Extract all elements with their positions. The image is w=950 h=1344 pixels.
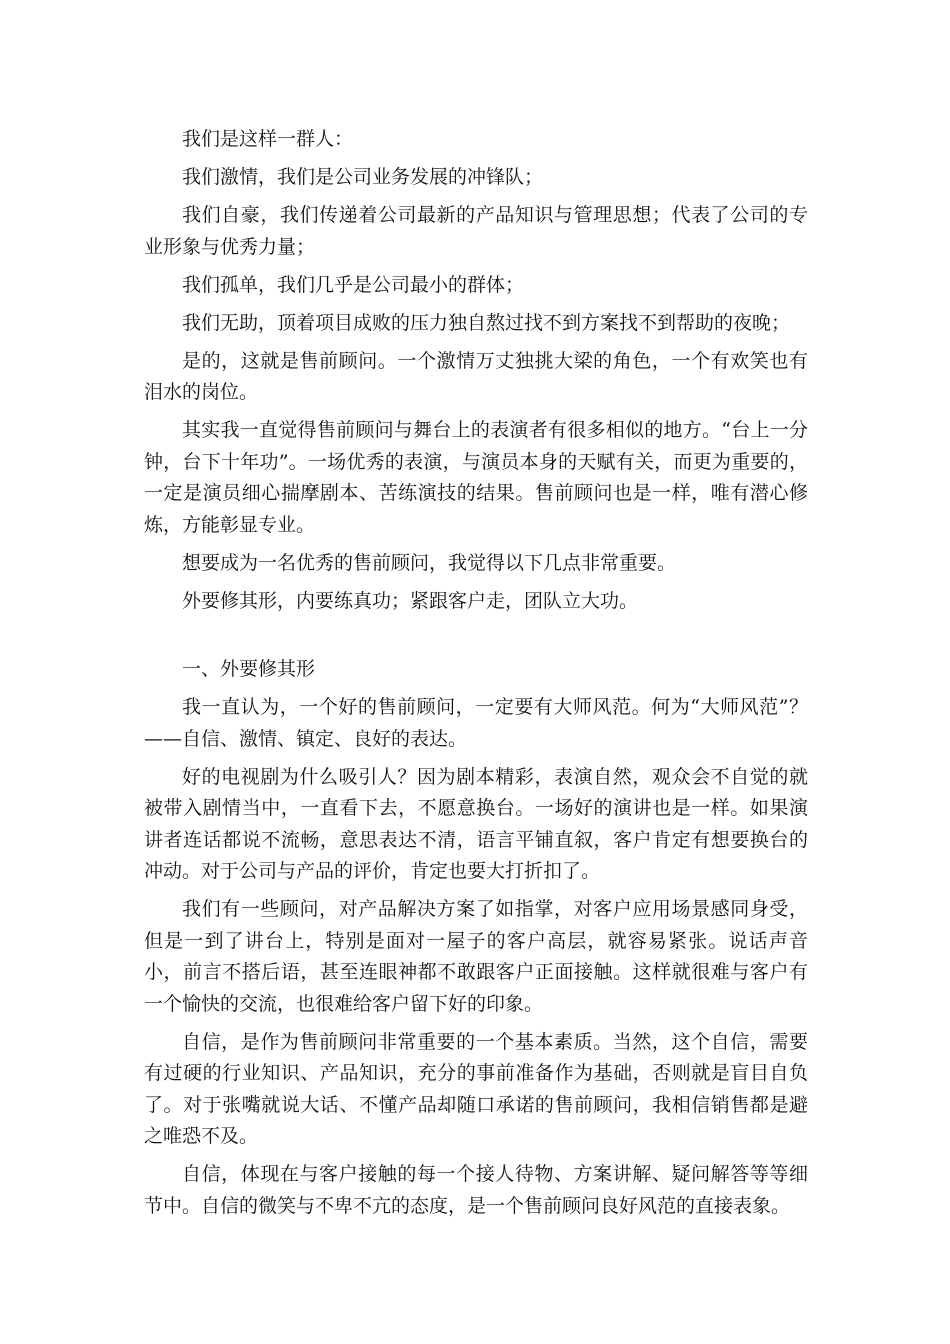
paragraph: 外要修其形，内要练真功；紧跟客户走，团队立大功。	[182, 589, 639, 612]
paragraph: 我一直认为，一个好的售前顾问，一定要有大师风范。何为“大师风范”？——自信、激情、镇定、良好的表达。	[144, 696, 808, 750]
paragraph: 我们孤单，我们几乎是公司最小的群体；	[182, 273, 525, 296]
paragraph: 我们自豪，我们传递着公司最新的产品知识与管理思想；代表了公司的专业形象与优秀力量；	[144, 204, 808, 258]
paragraph: 自信，是作为售前顾问非常重要的一个基本素质。当然，这个自信，需要有过硬的行业知识、产品知识，充分的事前准备作为基础，否则就是盲目自负了。对于张嘴就说大话、不懂产品却随口承诺的售前顾问，我相信销售都是避之唯恐不及。	[144, 1030, 808, 1147]
paragraph: 我们是这样一群人：	[182, 128, 354, 150]
paragraph: 自信，体现在与客户接触的每一个接人待物、方案讲解、疑问解答等等细节中。自信的微笑与不卑不亢的态度，是一个售前顾问良好风范的直接表象。	[144, 1163, 808, 1217]
paragraph: 我们有一些顾问，对产品解决方案了如指掌，对客户应用场景感同身受，但是一到了讲台上，特别是面对一屋子的客户高层，就容易紧张。说话声音小，前言不搭后语，甚至连眼神都不敢跟客户正面接触。这样就很难与客户有一个愉快的交流，也很难给客户留下好的印象。	[144, 898, 808, 1015]
paragraph: 其实我一直觉得售前顾问与舞台上的表演者有很多相似的地方。“台上一分钟，台下十年功”。一场优秀的表演，与演员本身的天赋有关，而更为重要的，一定是演员细心揣摩剧本、苦练演技的结果。售前顾问也是一样，唯有潜心修炼，方能彰显专业。	[144, 419, 808, 536]
paragraph: 我们无助，顶着项目成败的压力独自熬过找不到方案找不到帮助的夜晚；	[182, 311, 791, 334]
paragraph: 想要成为一名优秀的售前顾问，我觉得以下几点非常重要。	[182, 551, 677, 574]
section-heading: 一、外要修其形	[182, 658, 316, 680]
paragraph: 我们激情，我们是公司业务发展的冲锋队；	[182, 166, 544, 188]
paragraph: 是的，这就是售前顾问。一个激情万丈独挑大梁的角色，一个有欢笑也有泪水的岗位。	[144, 349, 808, 403]
paragraph: 好的电视剧为什么吸引人？因为剧本精彩，表演自然，观众会不自觉的就被带入剧情当中，一直看下去，不愿意换台。一场好的演讲也是一样。如果演讲者连话都说不流畅，意思表达不清，语言平铺直叙，客户肯定有想要换台的冲动。对于公司与产品的评价，肯定也要大打折扣了。	[144, 765, 808, 882]
document-body	[144, 124, 808, 1229]
